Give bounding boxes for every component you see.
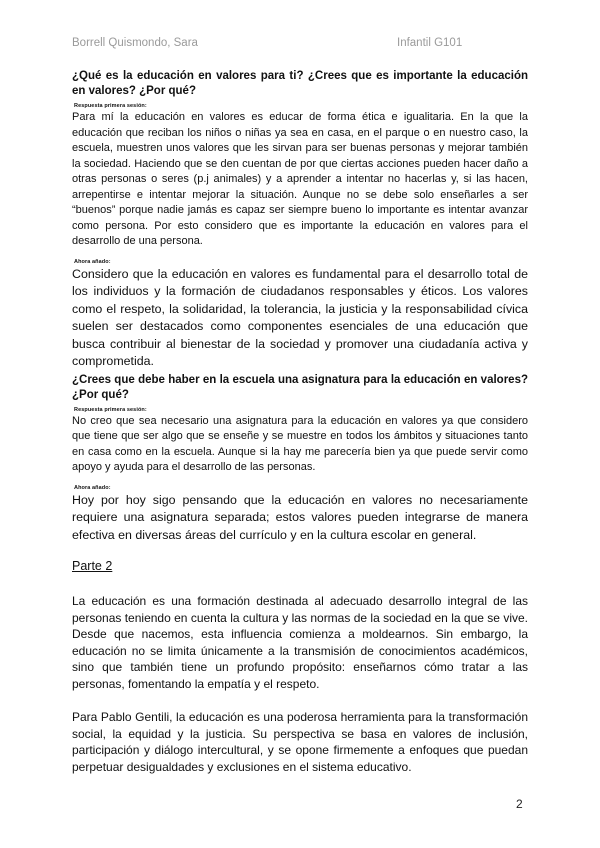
first-session-label: Respuesta primera sesión:: [74, 406, 147, 413]
document-body: [72, 69, 528, 775]
question-2: ¿Crees que debe haber en la escuela una asignatura para la educación en valores? ¿Por qué?: [72, 373, 528, 401]
page-number: 2: [516, 797, 523, 811]
question-1: ¿Qué es la educación en valores para ti? ¿Crees que es importante la educación en valores? ¿Por qué?: [72, 70, 528, 97]
part-2-paragraph: Para Pablo Gentili, la educación es una poderosa herramienta para la transformación social, la equidad y la justicia. Su perspectiva se basa en valores de inclusión, participación y diálogo intercultural, y se opone firmemente a enfoques que puedan perpetuar desigualdades y exclusiones en el sistema educativo.: [72, 710, 528, 774]
first-session-label: Respuesta primera sesión:: [74, 103, 147, 109]
first-session-answer: Para mí la educación en valores es educar de forma ética e igualitaria. En la que la educación que reciban los niños o niñas ya sea en casa, en el parque o en nuestro caso, la escuela, muestren unos valores que les sirvan para ser buenas personas y mejorar también la sociedad. Haciendo que se den cuentan de por que ciertas acciones pueden hacer daño a otras personas o seres (p.j animales) y a aprender a intentar no hacerlas y, si las hacen, arrepentirse e intentar mejorar la situación. Aunque no se debe solo enseñarles a ser “buenos” porque nadie jamás es capaz ser siempre bueno lo importante es intentar avanzar como persona. Por esto considero que es importante la educación en valores para el desarrollo de una persona.: [72, 111, 528, 247]
added-answer: Hoy por hoy sigo pensando que la educación en valores no necesariamente requiere una asignatura separada; estos valores pueden integrarse de manera efectiva en diversas áreas del currículo y en la cultura escolar en general.: [72, 492, 528, 542]
part-2-section: [72, 558, 528, 775]
part-2-paragraph: La educación es una formación destinada al adecuado desarrollo integral de las personas teniendo en cuenta la cultura y las normas de la sociedad en la que se vive. Desde que nacemos, esta influencia comienza a moldearnos. Sin embargo, la educación no se limita únicamente a la transmisión de conocimientos académicos, sino que también tiene un profundo propósito: enseñarnos cómo tratar a las personas, fomentando la empatía y el respeto.: [72, 594, 528, 691]
header-author: Borrell Quismondo, Sara: [72, 37, 198, 49]
first-session-answer: No creo que sea necesario una asignatura para la educación en valores ya que considero que tiene que ser algo que se enseñe y se muestre en todos los ámbitos y situaciones tanto en casa como en la escuela. Aunque si la hay me parecería bien ya que puede servir como apoyo y ayuda para el desarrollo de las personas.: [72, 414, 528, 473]
added-answer: Considero que la educación en valores es fundamental para el desarrollo total de los individuos y la formación de ciudadanos responsables y éticos. Los valores como el respeto, la solidaridad, la tolerancia, la justicia y la responsabilidad cívica suelen ser destacados como componentes esenciales de una educación que busca contribuir al bienestar de la sociedad y promover una ciudadanía activa y comprometida.: [72, 266, 528, 368]
added-label: Ahora añado:: [74, 258, 111, 265]
question-1-section: [72, 69, 528, 371]
part-2-title: Parte 2: [72, 559, 113, 573]
added-label: Ahora añado:: [74, 484, 111, 491]
question-2-section: [72, 373, 528, 545]
header-course: Infantil G101: [397, 37, 463, 49]
